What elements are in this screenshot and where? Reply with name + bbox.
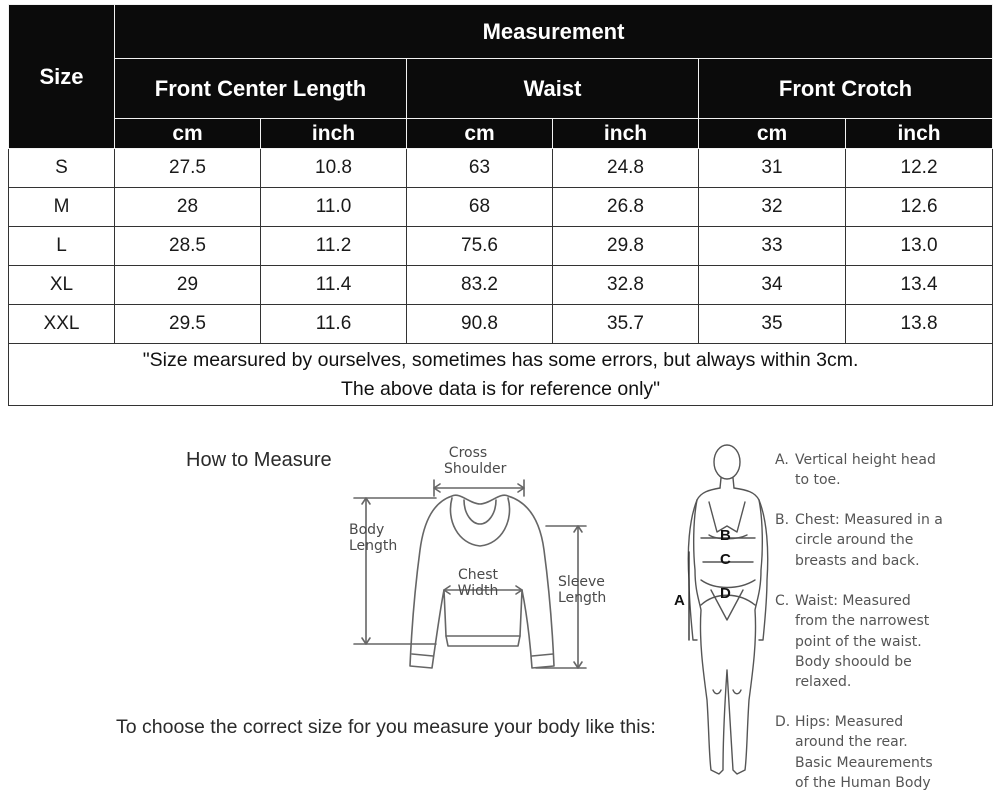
value-cell: 75.6 (407, 227, 553, 266)
disclaimer-line-2: The above data is for reference only" (340, 377, 661, 400)
table-row (9, 227, 993, 266)
value-cell: 13.8 (846, 305, 993, 344)
value-cell: 11.0 (261, 188, 407, 227)
size-column-header: Size (9, 5, 115, 149)
disclaimer-note (9, 344, 993, 406)
body-marker-c: C (720, 551, 731, 568)
value-cell: 34 (699, 266, 846, 305)
chest-width-label: Chest Width (457, 567, 499, 599)
legend-item-b: B. Chest: Measured in a circle around the breasts and back. (775, 512, 943, 569)
group-header-front-center-length: Front Center Length (115, 59, 407, 119)
size-cell: S (9, 149, 115, 188)
value-cell: 28 (115, 188, 261, 227)
value-cell: 11.6 (261, 305, 407, 344)
legend-item-c: C. Waist: Measured from the narrowest point of the waist. Body shoould be relaxed. (775, 593, 930, 691)
group-header-front-crotch: Front Crotch (699, 59, 993, 119)
unit-header: cm (699, 119, 846, 149)
how-to-measure-title: How to Measure (186, 449, 332, 471)
body-length-label: Body Length (349, 522, 398, 554)
value-cell: 90.8 (407, 305, 553, 344)
value-cell: 32.8 (553, 266, 699, 305)
unit-header: inch (846, 119, 993, 149)
value-cell: 26.8 (553, 188, 699, 227)
table-row (9, 149, 993, 188)
size-cell: XXL (9, 305, 115, 344)
size-cell: XL (9, 266, 115, 305)
value-cell: 29.5 (115, 305, 261, 344)
legend-letter: C. (775, 593, 790, 609)
value-cell: 24.8 (553, 149, 699, 188)
value-cell: 12.2 (846, 149, 993, 188)
cross-shoulder-label: Cross Shoulder (444, 445, 507, 477)
legend-item-a: A. Vertical height head to toe. (775, 452, 936, 489)
unit-header: inch (261, 119, 407, 149)
value-cell: 31 (699, 149, 846, 188)
note-row (9, 344, 993, 406)
value-cell: 27.5 (115, 149, 261, 188)
value-cell: 68 (407, 188, 553, 227)
body-marker-b: B (720, 527, 731, 544)
value-cell: 28.5 (115, 227, 261, 266)
value-cell: 35.7 (553, 305, 699, 344)
legend-letter: A. (775, 452, 789, 468)
legend-letter: B. (775, 512, 790, 528)
table-row (9, 305, 993, 344)
value-cell: 29 (115, 266, 261, 305)
table-row (9, 266, 993, 305)
measurement-header: Measurement (115, 5, 993, 59)
value-cell: 10.8 (261, 149, 407, 188)
group-header-waist: Waist (407, 59, 699, 119)
measure-instruction: To choose the correct size for you measure your body like this: (116, 716, 656, 738)
value-cell: 11.2 (261, 227, 407, 266)
value-cell: 13.4 (846, 266, 993, 305)
unit-header: cm (115, 119, 261, 149)
value-cell: 63 (407, 149, 553, 188)
sleeve-length-label: Sleeve Length (558, 574, 607, 606)
value-cell: 29.8 (553, 227, 699, 266)
body-marker-d: D (720, 585, 731, 602)
value-cell: 83.2 (407, 266, 553, 305)
size-cell: M (9, 188, 115, 227)
value-cell: 13.0 (846, 227, 993, 266)
legend-letter: D. (775, 714, 791, 730)
value-cell: 11.4 (261, 266, 407, 305)
body-marker-a: A (674, 592, 685, 609)
unit-header: cm (407, 119, 553, 149)
value-cell: 12.6 (846, 188, 993, 227)
body-figure-illustration (665, 440, 775, 785)
measurement-legend (775, 450, 995, 793)
size-cell: L (9, 227, 115, 266)
value-cell: 32 (699, 188, 846, 227)
table-row (9, 188, 993, 227)
value-cell: 35 (699, 305, 846, 344)
value-cell: 33 (699, 227, 846, 266)
legend-item-d: D. Hips: Measured around the rear. Basic Meaurements of the Human Body (775, 714, 933, 791)
size-chart-table (8, 4, 993, 406)
disclaimer-line-1: "Size mearsured by ourselves, sometimes has some errors, but always within 3cm. (142, 348, 859, 371)
unit-header: inch (553, 119, 699, 149)
